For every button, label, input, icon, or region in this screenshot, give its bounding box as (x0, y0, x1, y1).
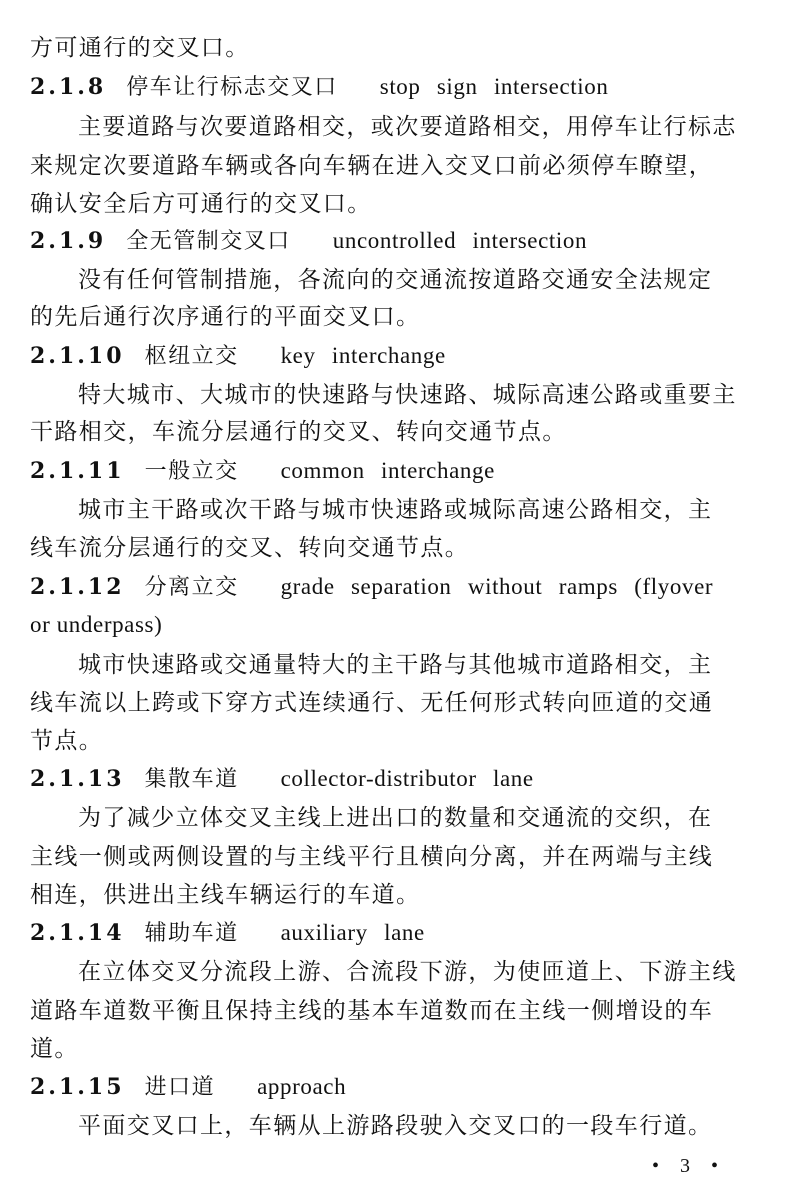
term-heading-2-1-12 (30, 572, 713, 603)
paragraph-line: 来规定次要道路车辆或各向车辆在进入交叉口前必须停车瞭望， (30, 153, 714, 179)
term-english: common interchange (280, 458, 495, 483)
term-heading-2-1-14 (30, 918, 425, 949)
paragraph-line: 确认安全后方可通行的交叉口。 (30, 191, 372, 217)
term-number: 2.1.13 (30, 766, 125, 792)
paragraph-line: 特大城市、大城市的快速路与快速路、城际高速公路或重要主 (78, 382, 737, 408)
term-english: stop sign intersection (379, 74, 609, 99)
term-english: collector-distributor lane (280, 766, 534, 791)
paragraph-line: 主要道路与次要道路相交，或次要道路相交，用停车让行标志 (78, 114, 737, 140)
term-chinese: 分离立交 (144, 575, 239, 600)
term-number: 2.1.9 (30, 228, 107, 254)
term-chinese: 集散车道 (144, 767, 239, 792)
term-heading-2-1-15 (30, 1072, 346, 1103)
term-number: 2.1.11 (30, 458, 125, 484)
term-chinese: 枢纽立交 (144, 344, 239, 369)
paragraph-line: 干路相交，车流分层通行的交叉、转向交通节点。 (30, 419, 567, 445)
term-english: auxiliary lane (280, 920, 425, 945)
term-english: key interchange (280, 343, 446, 368)
term-english: approach (257, 1074, 347, 1099)
paragraph-line: or underpass) (30, 612, 163, 637)
term-number: 2.1.10 (30, 343, 125, 369)
paragraph-line: 道路车道数平衡且保持主线的基本车道数而在主线一侧增设的车 (30, 998, 714, 1024)
paragraph-line: 节点。 (30, 728, 104, 754)
term-heading-2-1-11 (30, 456, 495, 487)
paragraph-line: 没有任何管制措施，各流向的交通流按道路交通安全法规定 (78, 267, 713, 293)
paragraph-line: 线车流分层通行的交叉、转向交通节点。 (30, 535, 470, 561)
paragraph-line: 的先后通行次序通行的平面交叉口。 (30, 304, 421, 330)
term-english: grade separation without ramps (flyover (280, 574, 714, 599)
paragraph-line: 道。 (30, 1036, 79, 1062)
term-english: uncontrolled intersection (332, 228, 588, 253)
term-chinese: 停车让行标志交叉口 (126, 75, 338, 100)
term-heading-2-1-13 (30, 764, 534, 795)
paragraph-line: 城市主干路或次干路与城市快速路或城际高速公路相交，主 (78, 497, 713, 523)
paragraph-line: 在立体交叉分流段上游、合流段下游，为使匝道上、下游主线 (78, 959, 737, 985)
paragraph-line: 线车流以上跨或下穿方式连续通行、无任何形式转向匝道的交通 (30, 690, 714, 716)
term-heading-2-1-9 (30, 226, 587, 257)
term-number: 2.1.8 (30, 74, 107, 100)
paragraph-line: 城市快速路或交通量特大的主干路与其他城市道路相交，主 (78, 652, 713, 678)
term-number: 2.1.12 (30, 574, 125, 600)
term-chinese: 辅助车道 (144, 921, 239, 946)
page-number: • 3 • (652, 1155, 727, 1177)
paragraph-line: 相连，供进出主线车辆运行的车道。 (30, 882, 421, 908)
term-number: 2.1.14 (30, 920, 125, 946)
paragraph-line: 主线一侧或两侧设置的与主线平行且横向分离，并在两端与主线 (30, 844, 714, 870)
term-heading-2-1-8 (30, 72, 608, 103)
term-chinese: 一般立交 (144, 459, 239, 484)
paragraph-line: 方可通行的交叉口。 (30, 35, 250, 61)
term-chinese: 全无管制交叉口 (126, 229, 291, 254)
paragraph-line: 为了减少立体交叉主线上进出口的数量和交通流的交织，在 (78, 805, 713, 831)
paragraph-line: 平面交叉口上，车辆从上游路段驶入交叉口的一段车行道。 (78, 1113, 713, 1139)
term-heading-2-1-10 (30, 341, 446, 372)
term-chinese: 进口道 (144, 1075, 216, 1100)
term-number: 2.1.15 (30, 1074, 125, 1100)
